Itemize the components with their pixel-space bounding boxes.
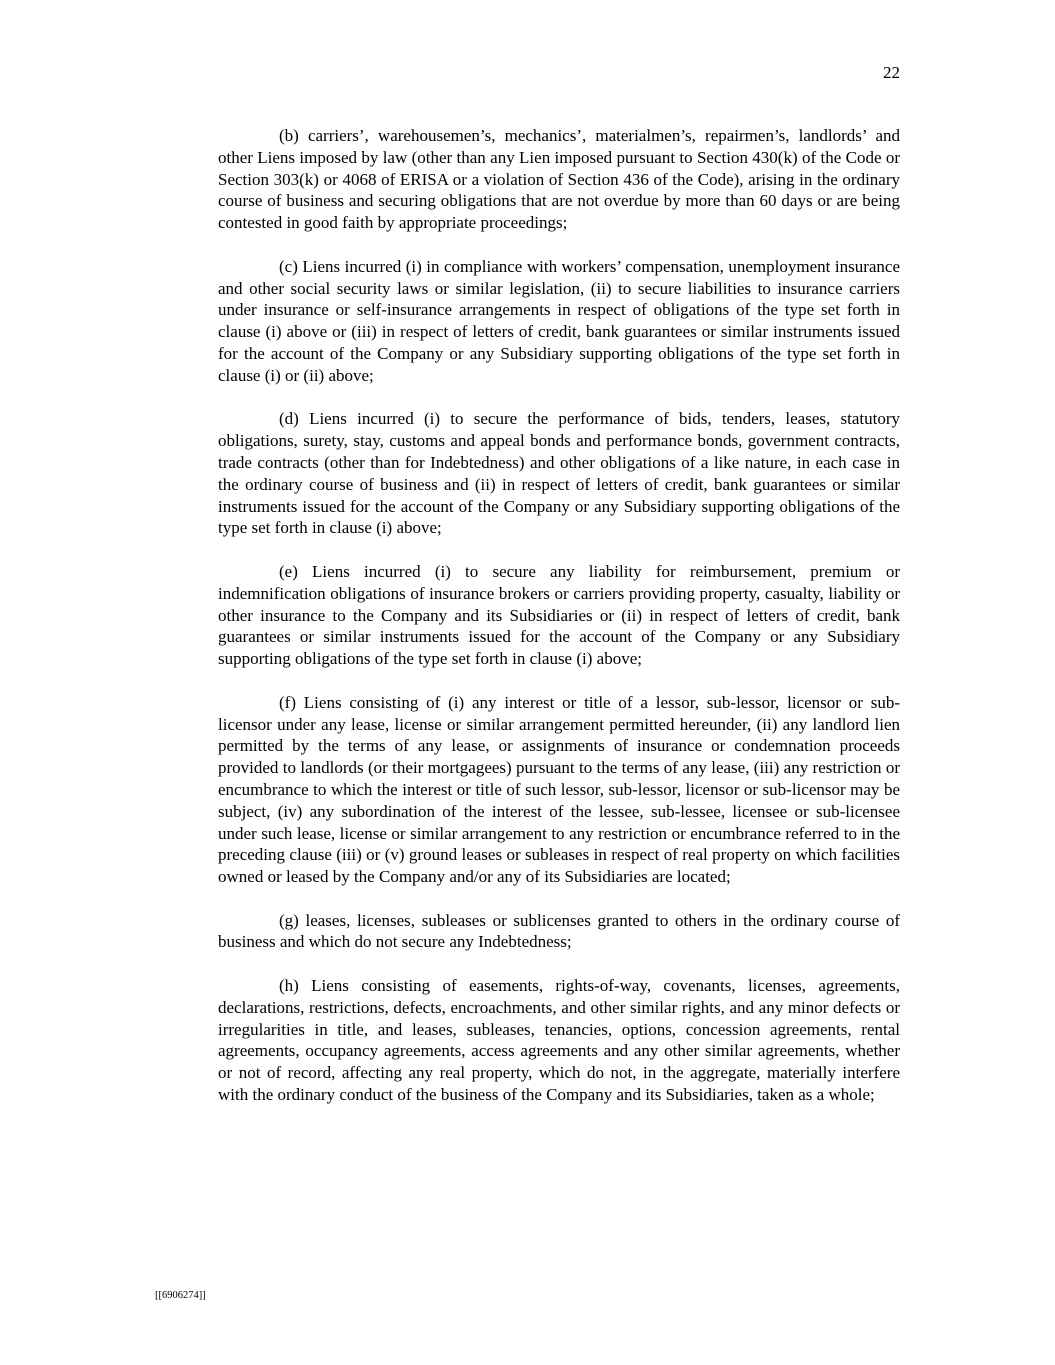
paragraph-d: (d) Liens incurred (i) to secure the performance of bids, tenders, leases, statutory obligations, surety, stay, customs and appeal bonds and performance bonds, government contracts, trade contracts (other than for Indebtedness) and other obligations of a like nature, in each case in the ordinary course of business and (ii) in respect of letters of credit, bank guarantees or similar instruments issued for the account of the Company or any Subsidiary supporting obligations of the type set forth in clause (i) above; (218, 409, 900, 538)
paragraph-f: (f) Liens consisting of (i) any interest or title of a lessor, sub-lessor, licensor or sub-licensor under any lease, license or similar arrangement permitted hereunder, (ii) any landlord lien permitted by the terms of any lease, or assignments of insurance or condemnation proceeds provided to landlords (or their mortgagees) pursuant to the terms of any lease, (iii) any restriction or encumbrance to which the interest or title of such lessor, sub-lessor, licensor or sub-licensor may be subject, (iv) any subordination of the interest of the lessee, sub-lessee, licensee or sub-licensee under such lease, license or similar arrangement to any restriction or encumbrance referred to in the preceding clause (iii) or (v) ground leases or subleases in respect of real property on which facilities owned or leased by the Company and/or any of its Subsidiaries are located; (218, 692, 900, 887)
document-body (218, 125, 900, 1128)
document-id-footer: [[6906274]] (155, 1290, 206, 1301)
paragraph-h: (h) Liens consisting of easements, rights-of-way, covenants, licenses, agreements, declarations, restrictions, defects, encroachments, and other similar rights, and any minor defects or irregularities in title, and leases, subleases, tenancies, options, concession agreements, rental agreements, occupancy agreements, access agreements and any other similar agreements, whether or not of record, affecting any real property, which do not, in the aggregate, materially interfere with the ordinary conduct of the business of the Company and its Subsidiaries, taken as a whole; (218, 976, 900, 1105)
paragraph-c: (c) Liens incurred (i) in compliance with workers’ compensation, unemployment insurance and other social security laws or similar legislation, (ii) to secure liabilities to insurance carriers under insurance or self-insurance arrangements in respect of obligations of the type set forth in clause (i) above or (iii) in respect of letters of credit, bank guarantees or similar instruments issued for the account of the Company or any Subsidiary supporting obligations of the type set forth in clause (i) or (ii) above; (218, 256, 900, 385)
page-number: 22 (883, 63, 900, 82)
paragraph-e: (e) Liens incurred (i) to secure any liability for reimbursement, premium or indemnification obligations of insurance brokers or carriers providing property, casualty, liability or other insurance to the Company and its Subsidiaries or (ii) in respect of letters of credit, bank guarantees or similar instruments issued for the account of the Company or any Subsidiary supporting obligations of the type set forth in clause (i) above; (218, 561, 900, 669)
paragraph-b: (b) carriers’, warehousemen’s, mechanics’, materialmen’s, repairmen’s, landlords’ and other Liens imposed by law (other than any Lien imposed pursuant to Section 430(k) of the Code or Section 303(k) or 4068 of ERISA or a violation of Section 436 of the Code), arising in the ordinary course of business and securing obligations that are not overdue by more than 60 days or are being contested in good faith by appropriate proceedings; (218, 126, 900, 233)
paragraph-g: (g) leases, licenses, subleases or sublicenses granted to others in the ordinary course of business and which do not secure any Indebtedness; (218, 910, 900, 952)
